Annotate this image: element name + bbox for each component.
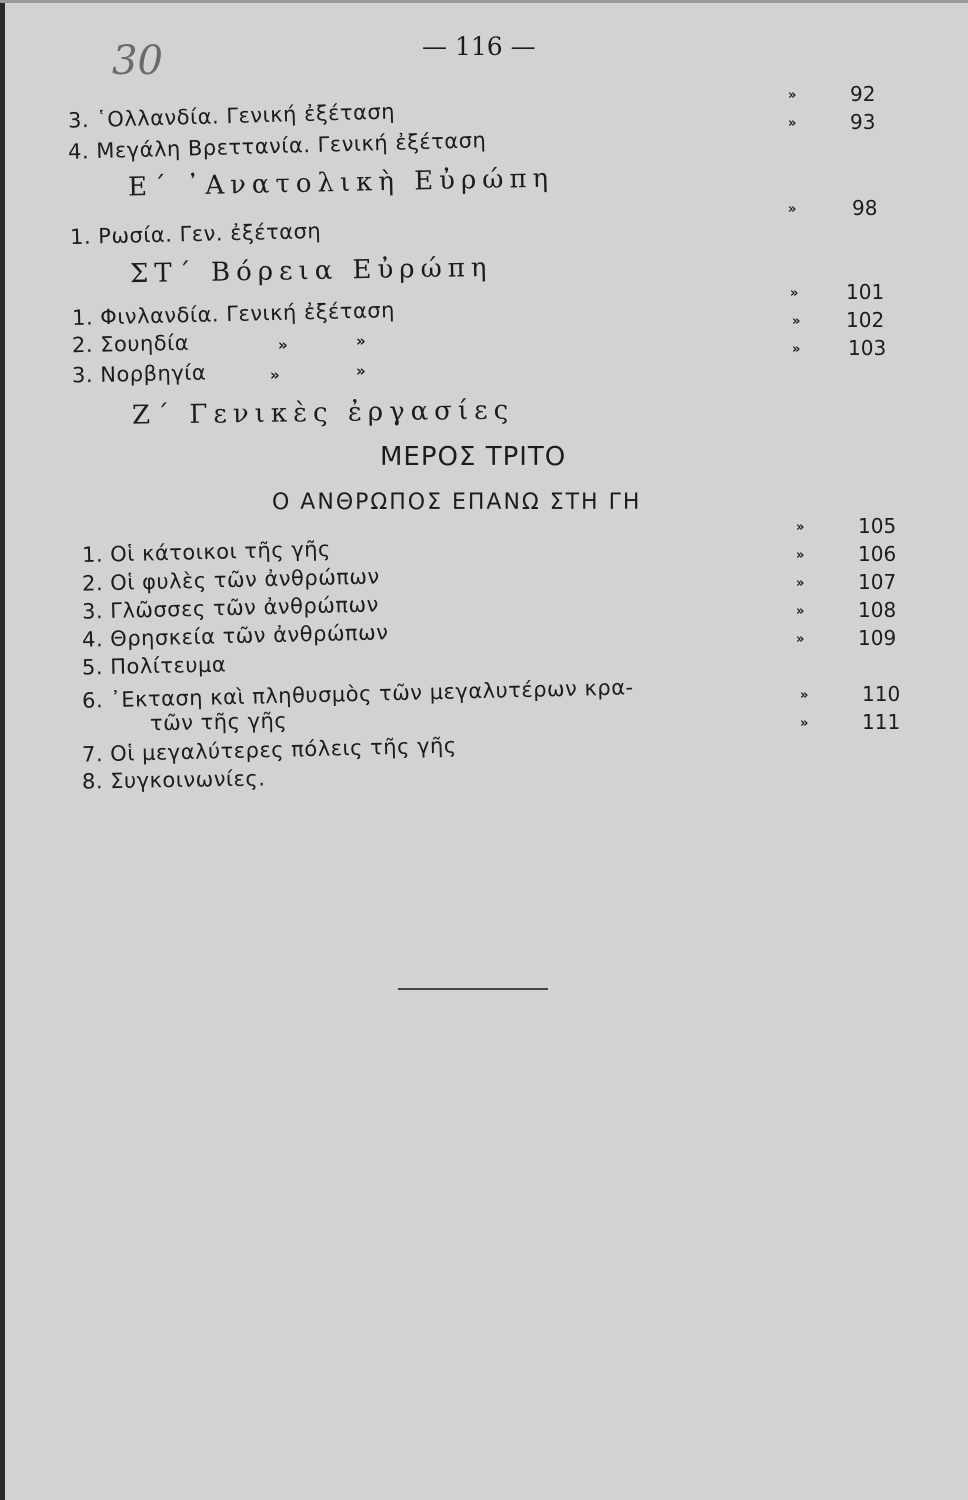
handwritten-note: 30 (112, 38, 163, 84)
ditto-mark: » (796, 576, 805, 591)
toc-entry: 3. Νορβηγία (71, 360, 207, 388)
section-heading: Ζ΄ Γενικὲς ἐργασίες (131, 395, 515, 431)
ditto-mark: » (796, 632, 805, 647)
page-ref: 105 (858, 514, 897, 538)
page-ref: 93 (850, 110, 876, 134)
toc-entry: 1. Οἱ κάτοικοι τῆς γῆς (81, 536, 332, 568)
part-title: ΜΕΡΟΣ ΤΡΙΤΟ (380, 442, 567, 472)
page-ref: 108 (858, 598, 897, 622)
page-ref: 92 (850, 82, 876, 106)
section-heading: ΣΤ΄ Βόρεια Εὐρώπη (129, 252, 493, 290)
ditto-mark: » (278, 336, 288, 354)
toc-entry: τῶν τῆς γῆς (149, 708, 288, 736)
ditto-mark: » (356, 362, 366, 380)
ditto-mark: » (790, 286, 799, 301)
toc-entry: 8. Συγκοινωνίες. (81, 766, 266, 794)
ditto-mark: » (800, 688, 809, 703)
ditto-mark: » (356, 332, 366, 350)
page-ref: 107 (858, 570, 897, 594)
toc-entry: 3. ῾Ολλανδία. Γενική ἐξέταση (67, 99, 396, 133)
toc-entry: 4. Θρησκεία τῶν ἀνθρώπων (81, 620, 389, 652)
toc-entry: 3. Γλῶσσες τῶν ἀνθρώπων (81, 592, 380, 624)
page-edge-left (0, 0, 5, 1500)
toc-entry: 4. Μεγάλη Βρεττανία. Γενική ἐξέταση (67, 128, 487, 164)
ditto-mark: » (270, 366, 280, 384)
part-subtitle: Ο ΑΝΘΡΩΠΟΣ ΕΠΑΝΩ ΣΤΗ ΓΗ (272, 490, 642, 515)
end-rule (398, 988, 548, 990)
ditto-mark: » (788, 202, 797, 217)
ditto-mark: » (796, 604, 805, 619)
page-ref: 101 (846, 280, 885, 304)
section-heading: Ε΄ ᾿Ανατολικὴ Εὐρώπη (127, 163, 555, 203)
toc-entry: 5. Πολίτευμα (81, 652, 227, 680)
toc-entry: 6. ᾿Εκταση καὶ πληθυσμὸς τῶν μεγαλυτέρων κρα- (81, 675, 634, 713)
page-ref: 106 (858, 542, 897, 566)
toc-entry: 1. Ρωσία. Γεν. ἐξέταση (69, 218, 322, 250)
page-ref: 103 (848, 336, 887, 360)
ditto-mark: » (796, 520, 805, 535)
toc-entry: 2. Οἱ φυλὲς τῶν ἀνθρώπων (81, 564, 380, 596)
toc-entry: 1. Φινλανδία. Γενική ἐξέταση (71, 298, 396, 330)
page-ref: 109 (858, 626, 897, 650)
toc-entry: 2. Σουηδία (71, 330, 190, 358)
ditto-mark: » (792, 314, 801, 329)
ditto-mark: » (788, 88, 797, 103)
page-ref: 111 (862, 710, 901, 734)
page-ref: 98 (852, 196, 878, 220)
ditto-mark: » (792, 342, 801, 357)
toc-entry: 7. Οἱ μεγαλύτερες πόλεις τῆς γῆς (81, 733, 457, 767)
page-ref: 102 (846, 308, 885, 332)
ditto-mark: » (800, 716, 809, 731)
page-edge-top (0, 0, 968, 3)
ditto-mark: » (796, 548, 805, 563)
page-number: — 116 — (422, 32, 536, 61)
ditto-mark: » (788, 116, 797, 131)
page-ref: 110 (862, 682, 901, 706)
